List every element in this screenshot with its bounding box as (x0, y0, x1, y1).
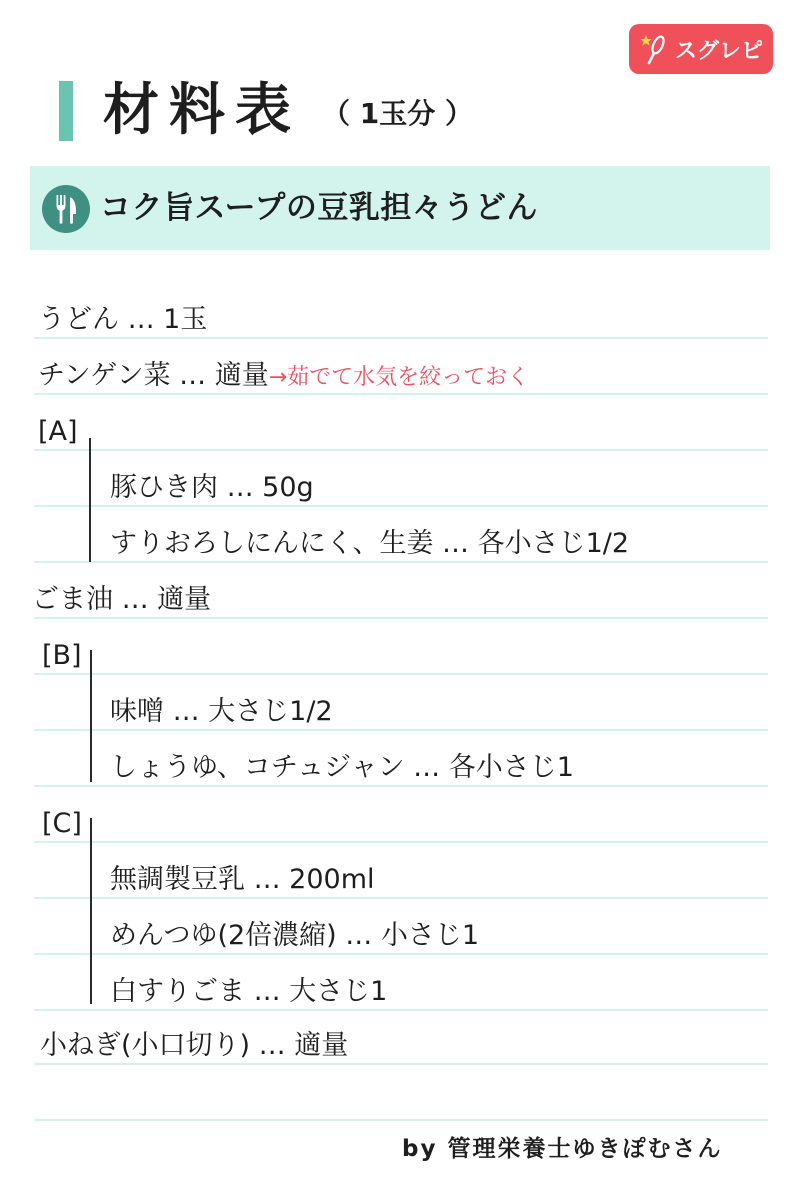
fork-knife-icon (41, 184, 91, 234)
title-accent-bar (59, 81, 73, 141)
prep-note: →茹でて水気を絞っておく (268, 365, 530, 390)
group-b-bracket (90, 650, 92, 782)
group-a-item: 豚ひき肉 … 50g (110, 472, 314, 503)
rule-line (34, 673, 768, 675)
group-b-label: [B] (42, 640, 82, 671)
group-a-item: すりおろしにんにく、生姜 … 各小さじ1/2 (110, 528, 630, 559)
ingredient-udon: うどん … 1玉 (38, 304, 208, 335)
rule-line (34, 1119, 768, 1121)
group-c-item: 無調製豆乳 … 200ml (110, 864, 375, 895)
rule-line (34, 841, 768, 843)
ingredient-green-onion: 小ねぎ(小口切り) … 適量 (40, 1030, 349, 1061)
page-title: 材料表 (103, 78, 301, 143)
serving-note: （ 1玉分 ） (322, 97, 473, 130)
brand-logo (629, 24, 773, 74)
author-credit: by 管理栄養士ゆきぽむさん (402, 1136, 723, 1162)
group-b-item: 味噌 … 大さじ1/2 (110, 696, 333, 727)
group-c-item: めんつゆ(2倍濃縮) … 小さじ1 (110, 920, 480, 951)
brand-logo-text: スグレピ (674, 38, 763, 64)
rule-line (34, 449, 768, 451)
group-c-label: [C] (42, 808, 82, 839)
group-a-bracket (89, 438, 91, 562)
recipe-name: コク旨スープの豆乳担々うどん (100, 190, 538, 226)
ingredient-sesame-oil: ごま油 … 適量 (32, 584, 212, 615)
group-b-item: しょうゆ、コチュジャン … 各小さじ1 (110, 752, 574, 783)
group-a-label: [A] (38, 416, 78, 447)
ingredient-chingensai (38, 358, 529, 396)
ingredient-chingensai-text: チンゲン菜 … 適量 (38, 360, 269, 391)
group-c-bracket (90, 818, 92, 1004)
whisk-icon (639, 32, 669, 66)
group-c-item: 白すりごま … 大さじ1 (110, 976, 388, 1007)
recipe-name-band (30, 166, 770, 250)
